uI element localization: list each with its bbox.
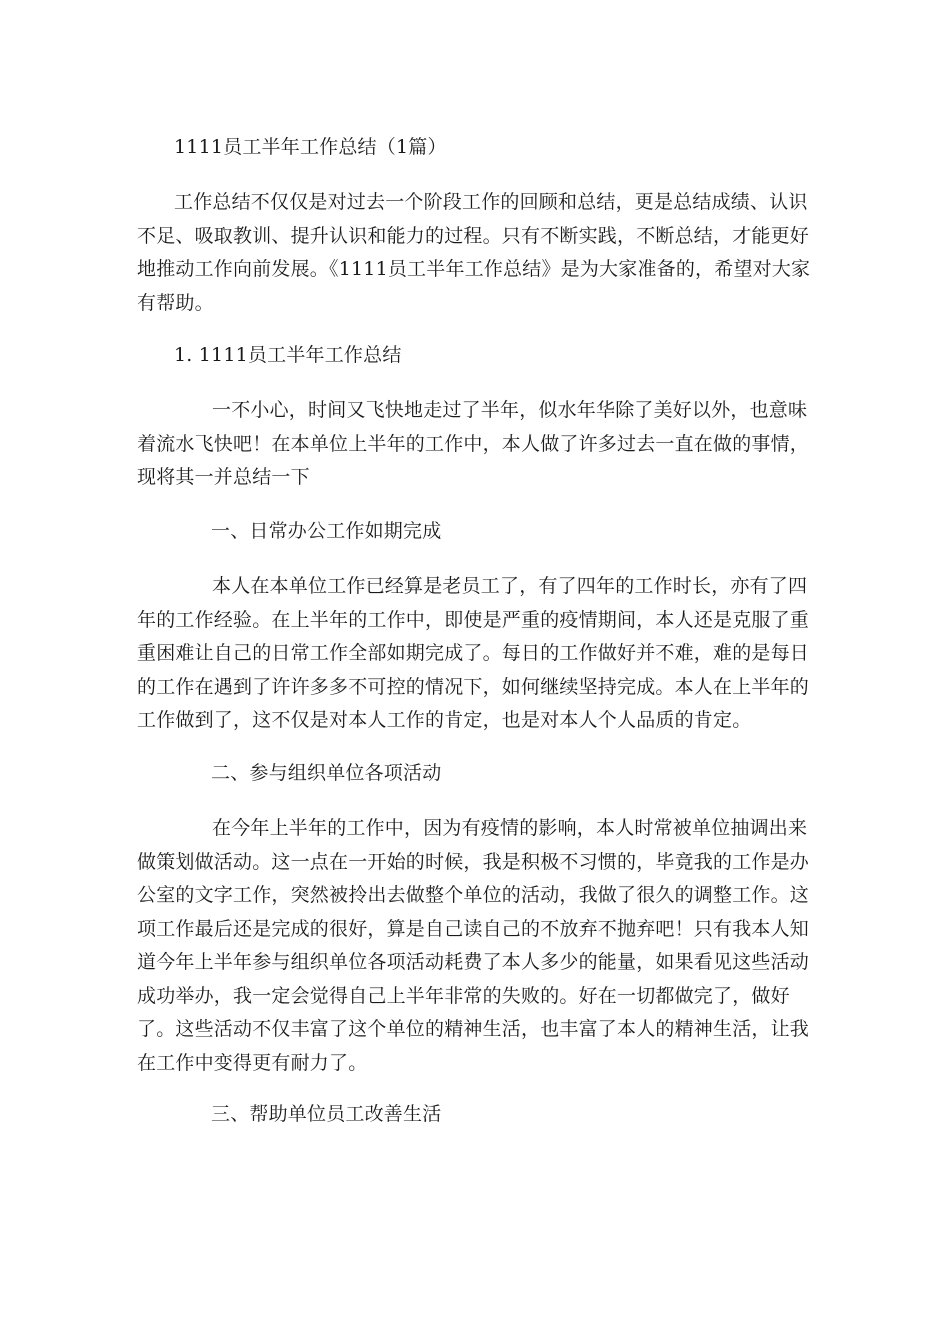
document-title: 1111员工半年工作总结（1篇） (174, 136, 447, 158)
part-heading-3: 三、帮助单位员工改善生活 (211, 1103, 442, 1125)
part-heading-1: 一、日常办公工作如期完成 (211, 520, 442, 542)
section-heading: 1. 1111员工半年工作总结 (174, 344, 402, 366)
part-paragraph-1: 本人在本单位工作已经算是老员工了，有了四年的工作时长，亦有了四年的工作经验。在上半年的工作中，即使是严重的疫情期间，本人还是克服了重重困难让自己的日常工作全部如期完成了。每日的工作做好并不难，难的是每日的工作在遇到了许许多多不可控的情况下，如何继续坚持完成。本人在上半年的工作做到了，这不仅是对本人工作的肯定，也是对本人个人品质的肯定。 (137, 575, 810, 731)
opening-paragraph: 一不小心，时间又飞快地走过了半年，似水年华除了美好以外，也意味着流水飞快吧！在本单位上半年的工作中，本人做了许多过去一直在做的事情，现将其一并总结一下 (137, 399, 810, 488)
part-paragraph-2: 在今年上半年的工作中，因为有疫情的影响，本人时常被单位抽调出来做策划做活动。这一点在一开始的时候，我是积极不习惯的，毕竟我的工作是办公室的文字工作，突然被拎出去做整个单位的活动，我做了很久的调整工作。这项工作最后还是完成的很好，算是自己读自己的不放弃不抛弃吧！只有我本人知道今年上半年参与组织单位各项活动耗费了本人多少的能量，如果看见这些活动成功举办，我一定会觉得自己上半年非常的失败的。好在一切都做完了，做好了。这些活动不仅丰富了这个单位的精神生活，也丰富了本人的精神生活，让我在工作中变得更有耐力了。 (137, 817, 810, 1074)
intro-paragraph: 工作总结不仅仅是对过去一个阶段工作的回顾和总结，更是总结成绩、认识不足、吸取教训、提升认识和能力的过程。只有不断实践，不断总结，才能更好地推动工作向前发展。《1111员工半年工作总结》是为大家准备的，希望对大家有帮助。 (137, 191, 811, 314)
part-heading-2: 二、参与组织单位各项活动 (211, 762, 442, 784)
